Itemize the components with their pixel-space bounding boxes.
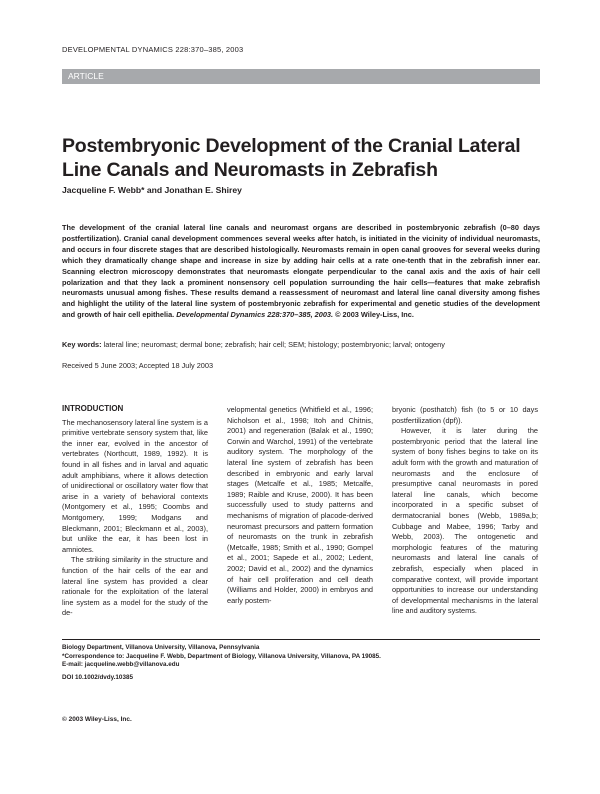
doi: DOI 10.1002/dvdy.10385 xyxy=(62,673,133,681)
keywords xyxy=(62,339,540,350)
body-column-2 xyxy=(227,405,373,606)
email: E-mail: jacqueline.webb@villanova.edu xyxy=(62,661,180,669)
footnote-divider xyxy=(62,639,540,640)
section-label-bar xyxy=(62,69,540,84)
abstract-body: The development of the cranial lateral line canals and neuromast organs are described in postembryonic zebrafish (0–80 days postfertilization). Cranial canal development commences several weeks after hatch, is initiated in the vicinity of individual neuromasts, and occurs in four discrete stages that are described histologically. Neuromasts remain in open canal grooves for several weeks during which they dramatically change shape and increase in size by adding hair cells at a rate one-tenth that in the zebrafish inner ear. Scanning electron microscopy demonstrates that neuromasts elongate perpendicular to the canal axis and the axis of hair cell polarization and that they lack a prominent nonsensory cell population surrounding the hair cells—features that make zebrafish neuromasts unusual among fishes. These results demand a reassessment of neuromast and lateral line canal diversity among fishes and highlight the utility of the lateral line system of postembryonic zebrafish for experimental and genetic studies of the development and growth of hair cell epithelia. xyxy=(62,223,540,320)
body-paragraph: The striking similarity in the structure and function of the hair cells of the ear and lateral line system has provided a clear rationale for the exploitation of the lateral line system as a model for the study of the de- xyxy=(62,555,208,618)
section-label: ARTICLE xyxy=(68,71,104,81)
received-dates: Received 5 June 2003; Accepted 18 July 2003 xyxy=(62,361,214,370)
abstract-copyright: © 2003 Wiley-Liss, Inc. xyxy=(335,310,414,320)
footer-copyright: © 2003 Wiley-Liss, Inc. xyxy=(62,716,132,723)
abstract xyxy=(62,223,540,321)
author-list: Jacqueline F. Webb* and Jonathan E. Shirey xyxy=(62,185,242,195)
abstract-citation: Developmental Dynamics 228:370–385, 2003. xyxy=(176,310,334,320)
footnotes xyxy=(62,644,540,682)
correspondence: *Correspondence to: Jacqueline F. Webb, Department of Biology, Villanova University, Villanova, PA 19085. xyxy=(62,652,381,660)
body-column-1 xyxy=(62,404,208,619)
article-title: Postembryonic Development of the Cranial Lateral Line Canals and Neuromasts in Zebrafish xyxy=(62,135,521,181)
body-paragraph: velopmental genetics (Whitfield et al., 1996; Nicholson et al., 1998; Itoh and Chitnis, 2001) and regeneration (Balak et al., 1990; Corwin and Warchol, 1991) of the vertebrate auditory system. The morphology of the lateral line system of zebrafish has been described in embryonic and early larval stages (Metcalfe et al., 1985; Metcalfe, 1989; Raible and Kruse, 2000). It has been successfully used to study patterns and mechanisms of migration of placode-derived neuromast precursors and pattern formation of neuromasts on the trunk in zebrafish (Metcalfe, 1985; Smith et al., 1990; Gompel et al., 2001; Sapede et al., 2002; Ledent, 2002; David et al., 2002) and the dynamics of hair cell proliferation and cell death (Williams and Holder, 2000) in embryos and early postem- xyxy=(227,405,373,605)
running-head: DEVELOPMENTAL DYNAMICS 228:370–385, 2003 xyxy=(62,45,244,54)
introduction-heading: INTRODUCTION xyxy=(62,404,124,413)
affiliation: Biology Department, Villanova University, Villanova, Pennsylvania xyxy=(62,644,260,651)
body-column-3 xyxy=(392,405,538,617)
keywords-text: lateral line; neuromast; dermal bone; zebrafish; hair cell; SEM; histology; postembryonic; larval; ontogeny xyxy=(103,340,445,349)
body-paragraph: bryonic (posthatch) fish (to 5 or 10 days postfertilization (dpf)). xyxy=(392,405,538,425)
body-paragraph: The mechanosensory lateral line system is a primitive vertebrate sensory system that, like the inner ear, evolved in the ancestor of vertebrates (Northcutt, 1989, 1992). It is found in all fishes and in larval and aquatic adult amphibians, where it allows detection of unidirectional or oscillatory water flow that arise in a variety of behavioral contexts (Montgomery et al., 1995; Coombs and Montgomery, 1999; Modgans and Bleckmann, 2001; Bleckmann et al., 2003), but unlike the ear, it has been lost in amniotes. xyxy=(62,417,208,554)
keywords-label: Key words: xyxy=(62,340,102,349)
body-paragraph: However, it is later during the postembryonic period that the lateral line system of bony fishes begins to take on its adult form with the growth and maturation of neuromasts and the enclosure of presumptive canal neuromasts in pored lateral line canals, which become incorporated in a specific subset of dermatocranial bones (Webb, 1989a,b; Cubbage and Mabee, 1996; Tarby and Webb, 2003). The ontogenetic and morphologic features of the maturing neuromasts and lateral line canals of zebrafish, especially when placed in comparative context, will provide important opportunities to increase our understanding of developmental mechanisms in the lateral line and auditory systems. xyxy=(392,426,538,616)
